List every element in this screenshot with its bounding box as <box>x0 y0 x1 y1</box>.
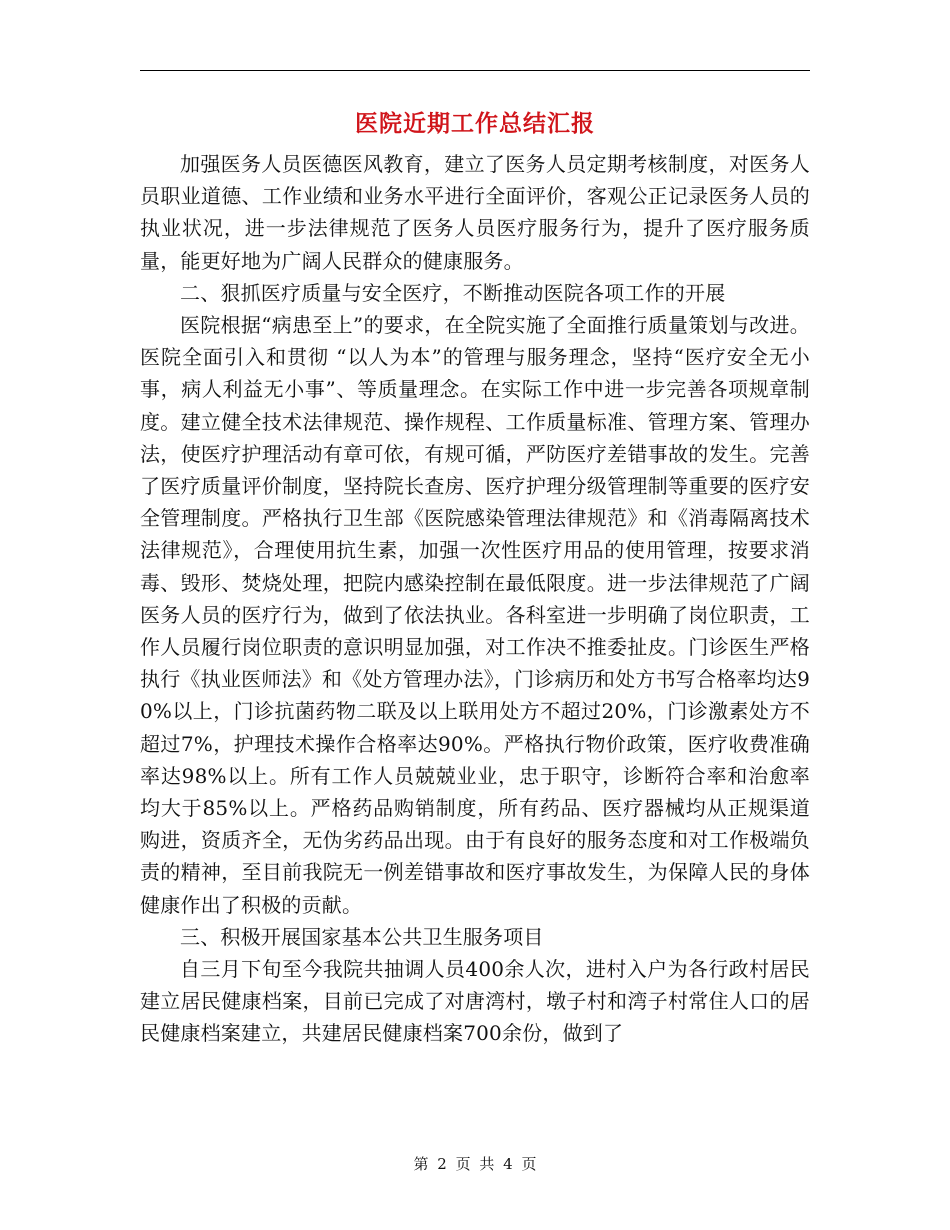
page-number-footer: 第 2 页 共 4 页 <box>413 1155 537 1173</box>
section-heading-3: 三、积极开展国家基本公共卫生服务项目 <box>180 924 544 949</box>
section-heading-2: 二、狠抓医疗质量与安全医疗，不断推动医院各项工作的开展 <box>180 280 726 305</box>
header-rule <box>140 70 810 71</box>
document-title: 医院近期工作总结汇报 <box>355 110 595 137</box>
paragraph-section-3: 自三月下旬至今我院共抽调人员400余人次，进村入户为各行政村居民建立居民健康档案，目前已完成了对唐湾村，墩子村和湾子村常住人口的居民健康档案建立，共建居民健康档案700余份，做到了 <box>140 957 810 1046</box>
paragraph-intro: 加强医务人员医德医风教育，建立了医务人员定期考核制度，对医务人员职业道德、工作业绩和业务水平进行全面评价，客观公正记录医务人员的执业状况，进一步法律规范了医务人员医疗服务行为，提升了医疗服务质量，能更好地为广阔人民群众的健康服务。 <box>140 152 810 273</box>
paragraph-section-2: 医院根据“病患至上”的要求，在全院实施了全面推行质量策划与改进。医院全面引入和贯彻 “以人为本”的管理与服务理念，坚持“医疗安全无小事，病人利益无小事”、等质量理念。在实际工作中进一步完善各项规章制度。建立健全技术法律规范、操作规程、工作质量标准、管理方案、管理办法，使医疗护理活动有章可依，有规可循，严防医疗差错事故的发生。完善了医疗质量评价制度，坚持院长查房、医疗护理分级管理制等重要的医疗安全管理制度。严格执行卫生部《医院感染管理法律规范》和《消毒隔离技术法律规范》，合理使用抗生素，加强一次性医疗用品的使用管理，按要求消毒、毁形、焚烧处理，把院内感染控制在最低限度。进一步法律规范了广阔医务人员的医疗行为，做到了依法执业。各科室进一步明确了岗位职责，工作人员履行岗位职责的意识明显加强，对工作决不推委扯皮。门诊医生严格执行《执业医师法》和《处方管理办法》，门诊病历和处方书写合格率均达90%以上，门诊抗菌药物二联及以上联用处方不超过20%，门诊激素处方不超过7%，护理技术操作合格率达90%。严格执行物价政策，医疗收费准确率达98%以上。所有工作人员兢兢业业，忠于职守，诊断符合率和治愈率均大于85%以上。严格药品购销制度，所有药品、医疗器械均从正规渠道购进，资质齐全，无伪劣药品出现。由于有良好的服务态度和对工作极端负责的精神，至目前我院无一例差错事故和医疗事故发生，为保障人民的身体健康作出了积极的贡献。 <box>140 313 810 917</box>
document-body <box>140 148 810 1050</box>
